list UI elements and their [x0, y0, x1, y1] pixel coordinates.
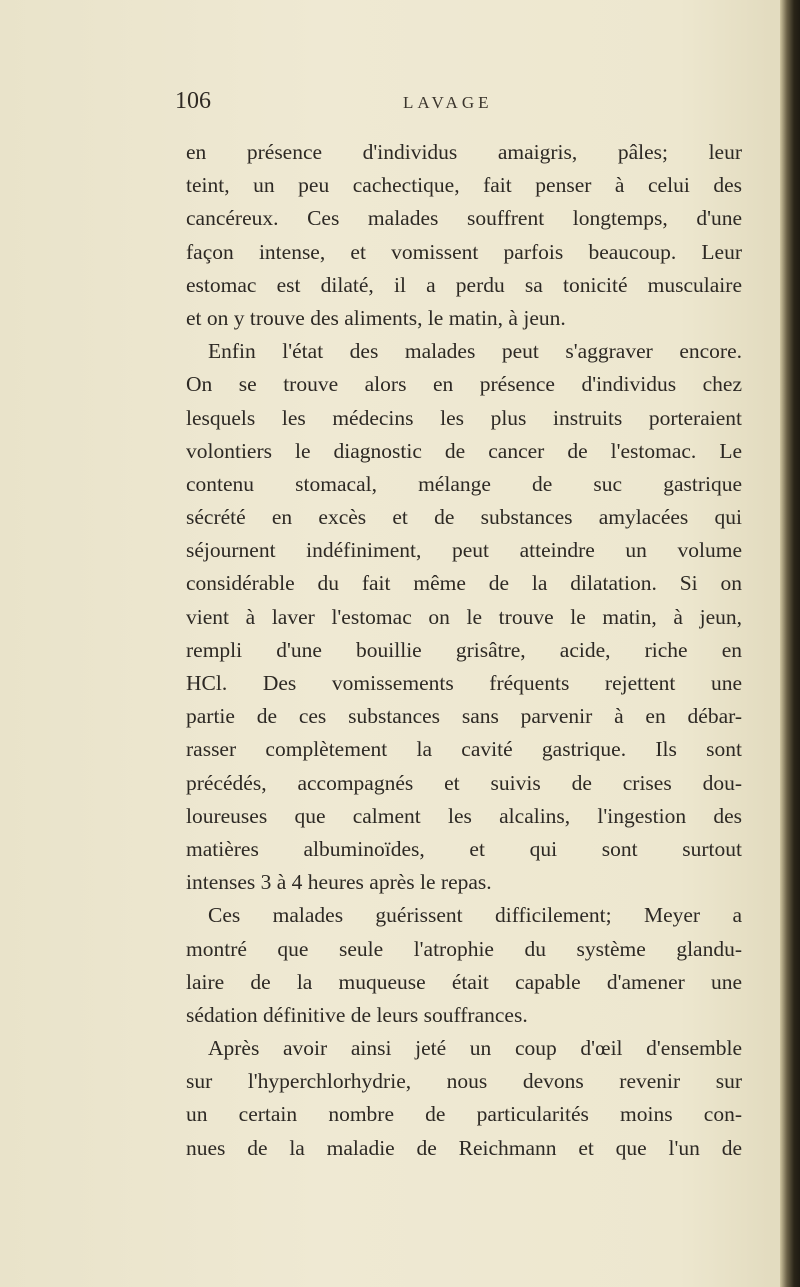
text-line: séjournent indéfiniment, peut atteindre un volume [186, 538, 742, 563]
text-line: façon intense, et vomissent parfois beaucoup. Leur [186, 239, 742, 264]
running-title: LAVAGE [403, 93, 493, 112]
text-line: Ces malades guérissent difficilement; Meyer a [208, 903, 742, 928]
text-line: un certain nombre de particularités moins con- [186, 1102, 742, 1127]
text-line: teint, un peu cachectique, fait penser à celui des [186, 173, 742, 198]
page-header [175, 88, 735, 128]
text-line: sur l'hyperchlorhydrie, nous devons revenir sur [186, 1069, 742, 1094]
text-line: Enfin l'état des malades peut s'aggraver encore. [208, 339, 742, 364]
text-line: et on y trouve des aliments, le matin, à jeun. [186, 305, 566, 330]
text-line: sédation définitive de leurs souffrances. [186, 1002, 528, 1027]
text-line: vient à laver l'estomac on le trouve le matin, à jeun, [186, 604, 742, 629]
text-line: rempli d'une bouillie grisâtre, acide, riche en [186, 637, 742, 662]
text-line: nues de la maladie de Reichmann et que l'un de [186, 1135, 742, 1160]
text-line: Après avoir ainsi jeté un coup d'œil d'ensemble [208, 1036, 742, 1061]
text-line: lesquels les médecins les plus instruits porteraient [186, 405, 742, 430]
text-line: volontiers le diagnostic de cancer de l'estomac. Le [186, 438, 742, 463]
text-line: cancéreux. Ces malades souffrent longtemps, d'une [186, 206, 742, 231]
text-line: matières albuminoïdes, et qui sont surtout [186, 836, 742, 861]
text-line: partie de ces substances sans parvenir à en débar- [186, 704, 742, 729]
text-line: précédés, accompagnés et suivis de crises dou- [186, 770, 742, 795]
text-line: contenu stomacal, mélange de suc gastrique [186, 471, 742, 496]
text-line: en présence d'individus amaigris, pâles; leur [186, 140, 742, 164]
text-line: loureuses que calment les alcalins, l'ingestion des [186, 803, 742, 828]
text-line: HCl. Des vomissements fréquents rejettent une [186, 671, 742, 695]
book-spine-shadow [780, 0, 800, 1287]
text-line: considérable du fait même de la dilatation. Si on [186, 571, 742, 596]
text-line: On se trouve alors en présence d'individus chez [186, 372, 742, 397]
text-line: intenses 3 à 4 heures après le repas. [186, 870, 492, 895]
text-line: estomac est dilaté, il a perdu sa tonicité musculaire [186, 272, 742, 297]
page-number: 106 [175, 88, 211, 114]
text-line: sécrété en excès et de substances amylacées qui [186, 505, 742, 530]
body-text [186, 136, 742, 1165]
text-line: rasser complètement la cavité gastrique. Ils sont [186, 737, 742, 762]
text-line: laire de la muqueuse était capable d'amener une [186, 969, 742, 994]
text-line: montré que seule l'atrophie du système glandu- [186, 936, 742, 961]
